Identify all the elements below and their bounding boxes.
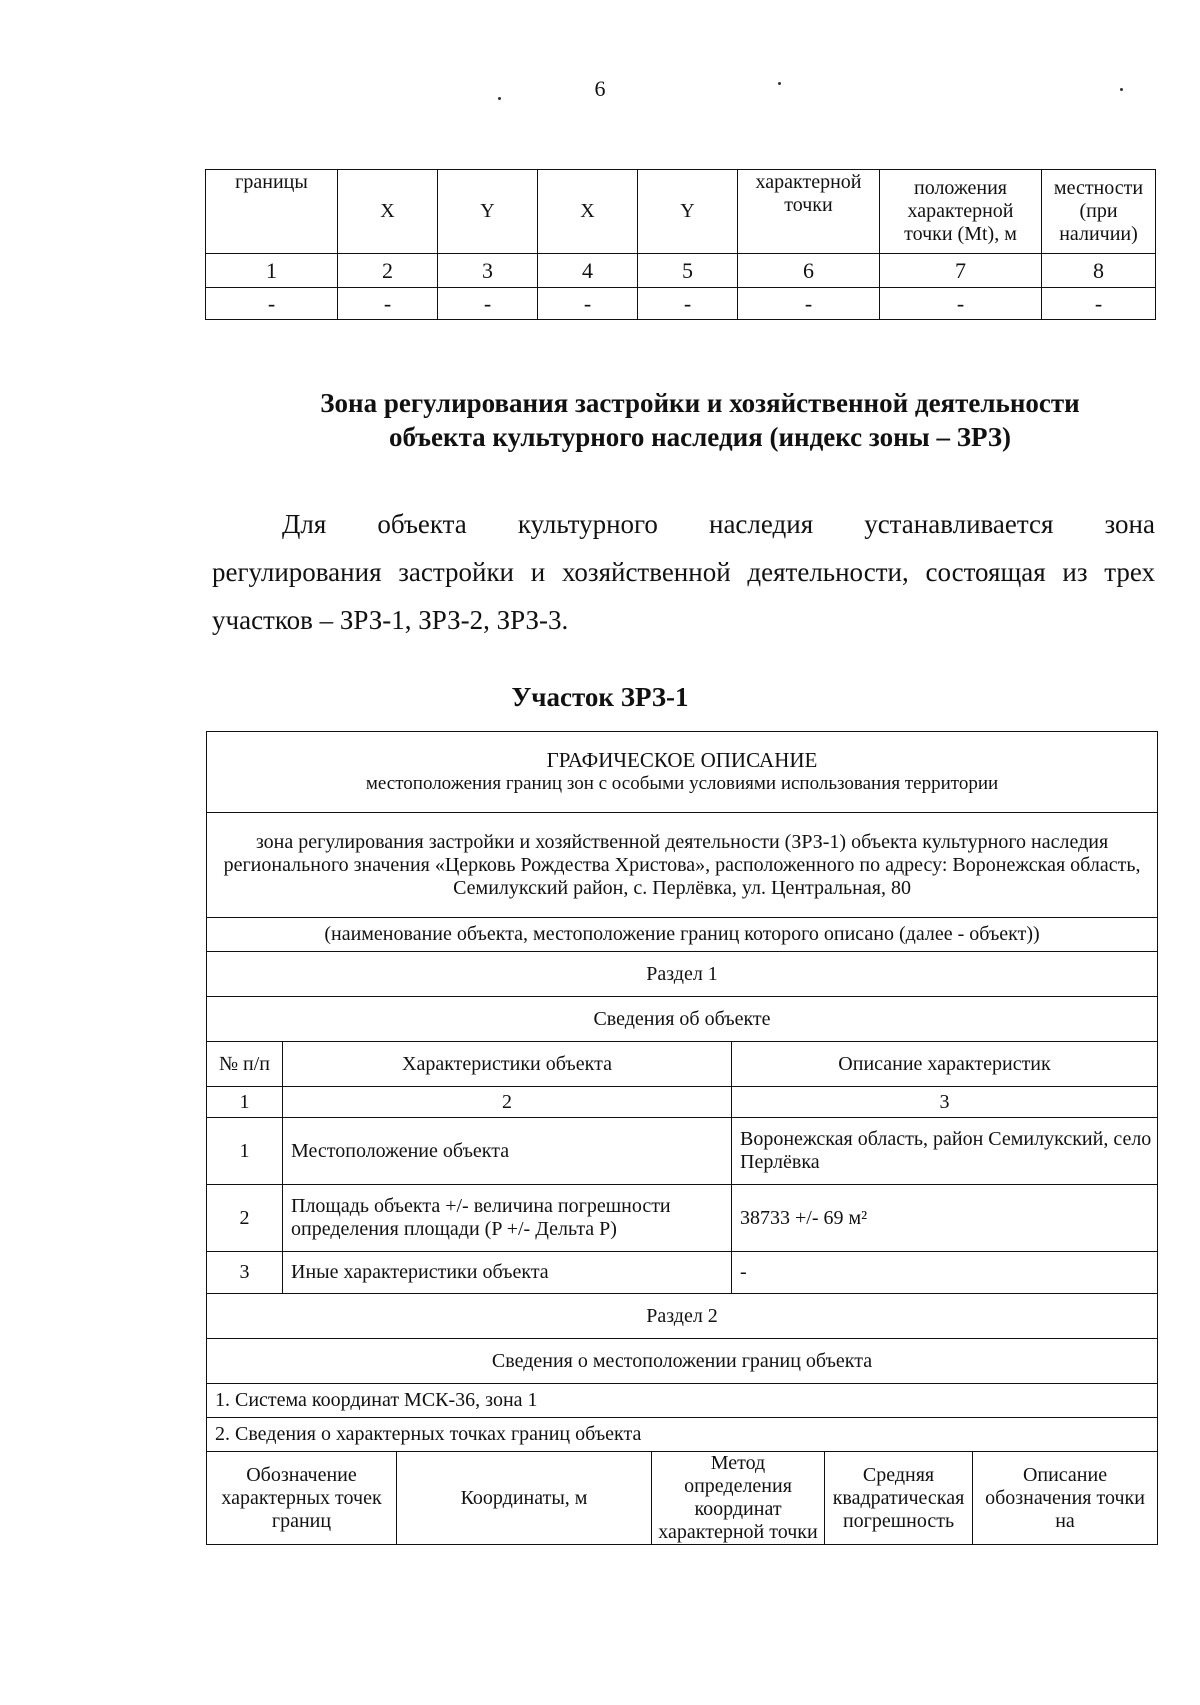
- column-number: 6: [738, 254, 880, 288]
- header-cell: характерной точки: [738, 170, 880, 254]
- empty-cell: -: [206, 288, 338, 320]
- column-number: 7: [880, 254, 1042, 288]
- characteristic-value: 38733 +/- 69 м²: [732, 1185, 1158, 1252]
- empty-cell: -: [438, 288, 538, 320]
- column-header-characteristics: Характеристики объекта: [283, 1042, 732, 1087]
- scan-speck: [498, 97, 501, 100]
- column-number: 5: [638, 254, 738, 288]
- empty-cell: -: [738, 288, 880, 320]
- intro-paragraph: [212, 500, 1155, 644]
- points-header-description: Описание обозначения точки на: [973, 1452, 1158, 1545]
- column-number: 2: [283, 1087, 732, 1118]
- column-number: 2: [338, 254, 438, 288]
- section-heading: Участок ЗРЗ-1: [511, 682, 689, 712]
- characteristic-name: Местоположение объекта: [283, 1118, 732, 1185]
- paragraph-word: устанавливается: [864, 509, 1054, 539]
- header-cell: X: [538, 170, 638, 254]
- column-number: 8: [1042, 254, 1156, 288]
- zone-heading-line2: объекта культурного наследия (индекс зоны – ЗРЗ): [388, 422, 1012, 452]
- empty-cell: -: [880, 288, 1042, 320]
- paragraph-rest: регулирования застройки и хозяйственной деятельности, состоящая из трех участков – ЗРЗ-1, ЗРЗ-2, ЗРЗ-3.: [212, 557, 1155, 635]
- row-number: 1: [207, 1118, 283, 1185]
- section-1-label: Раздел 1: [207, 952, 1158, 997]
- column-header-number: № п/п: [207, 1042, 283, 1087]
- column-number: 3: [438, 254, 538, 288]
- section-1-title: Сведения об объекте: [207, 997, 1158, 1042]
- paragraph-word: зона: [1104, 509, 1155, 539]
- object-note: (наименование объекта, местоположение границ которого описано (далее - объект)): [207, 918, 1158, 952]
- characteristic-name: Иные характеристики объекта: [283, 1252, 732, 1294]
- header-cell: местности (при наличии): [1042, 170, 1156, 254]
- characteristic-value: Воронежская область, район Семилукский, село Перлёвка: [732, 1118, 1158, 1185]
- characteristic-name: Площадь объекта +/- величина погрешности определения площади (P +/- Дельта P): [283, 1185, 732, 1252]
- points-header-coordinates: Координаты, м: [397, 1452, 652, 1545]
- section-2-title: Сведения о местоположении границ объекта: [207, 1339, 1158, 1384]
- column-number: 3: [732, 1087, 1158, 1118]
- column-header-description: Описание характеристик: [732, 1042, 1158, 1087]
- header-cell: Y: [638, 170, 738, 254]
- graphic-description-header: [207, 732, 1158, 813]
- column-number: 1: [207, 1087, 283, 1118]
- points-header-designation: Обозначение характерных точек границ: [207, 1452, 397, 1545]
- header-cell: X: [338, 170, 438, 254]
- points-header-error: Средняя квадратическая погрешность: [825, 1452, 973, 1545]
- graphic-description-title: ГРАФИЧЕСКОЕ ОПИСАНИЕ: [546, 748, 818, 772]
- empty-cell: -: [538, 288, 638, 320]
- paragraph-first-line: [212, 500, 1155, 548]
- points-header-method: Метод определения координат характерной точки: [652, 1452, 825, 1545]
- graphic-description-subtitle: местоположения границ зон с особыми условиями использования территории: [365, 773, 999, 794]
- paragraph-word: культурного: [517, 509, 658, 539]
- scan-speck: [1120, 88, 1123, 91]
- row-number: 3: [207, 1252, 283, 1294]
- header-cell: Y: [438, 170, 538, 254]
- empty-cell: -: [638, 288, 738, 320]
- paragraph-word: объекта: [377, 509, 467, 539]
- column-number: 4: [538, 254, 638, 288]
- section-2-label: Раздел 2: [207, 1294, 1158, 1339]
- scan-speck: [778, 82, 781, 85]
- zone-heading-line1: Зона регулирования застройки и хозяйственной деятельности: [320, 388, 1080, 418]
- zone-heading: [230, 386, 1170, 454]
- page-number: 6: [594, 76, 606, 101]
- characteristic-value: -: [732, 1252, 1158, 1294]
- column-number: 1: [206, 254, 338, 288]
- points-info-heading: 2. Сведения о характерных точках границ объекта: [207, 1418, 1158, 1452]
- paragraph-word: Для: [282, 509, 327, 539]
- header-cell: границы: [206, 170, 338, 254]
- object-description: зона регулирования застройки и хозяйственной деятельности (ЗРЗ-1) объекта культурного наследия регионального значения «Церковь Рождества Христова», расположенного по адресу: Воронежская область, Семилукский район, с. Перлёвка, ул. Центральная, 80: [207, 813, 1158, 918]
- empty-cell: -: [1042, 288, 1156, 320]
- coordinates-table-continued: [205, 169, 1156, 320]
- coordinate-system: 1. Система координат МСК-36, зона 1: [207, 1384, 1158, 1418]
- header-cell: положения характерной точки (Mt), м: [880, 170, 1042, 254]
- paragraph-word: наследия: [709, 509, 814, 539]
- graphic-description-table: [206, 731, 1158, 1545]
- empty-cell: -: [338, 288, 438, 320]
- row-number: 2: [207, 1185, 283, 1252]
